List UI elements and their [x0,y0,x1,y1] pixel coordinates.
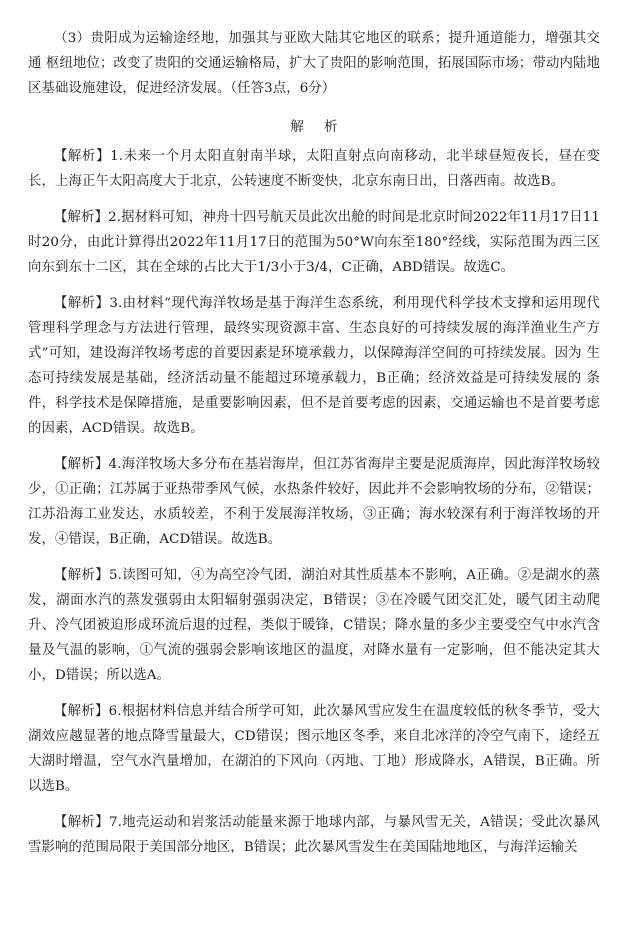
analysis-paragraph-3: 【解析】3.由材料“现代海洋牧场是基于海洋生态系统，利用现代科学技术支撑和运用现代 管理科学理念与方法进行管理，最终实现资源丰富、生态良好的可持续发展的海洋渔业生产方 式”可知，建设海洋牧场考虑的首要因素是环境承载力，以保障海洋空间的可持续发展。因为 生态可持续发展是基础，经济活动量不能超过环境承载力，B正确；经济效益是可持续发展的 条件，科学技术是保障措施，是重要影响因素，但不是首要考虑的因素，交通运输也不是首要考虑的因素，ACD错误。故选B。 [28,296,600,436]
analysis-paragraph-5: 【解析】5.读图可知，④为高空冷气团，湖泊对其性质基本不影响，A正确。②是湖水的蒸 发，湖面水汽的蒸发强弱由太阳辐射强弱决定，B错误；③在冷暖气团交汇处，暖气团主动爬 升、冷气团被迫形成环流后退的过程，类似于暖锋，C错误；降水量的多少主要受空气中水汽含 量及气温的影响，①气流的强弱会影响该地区的温度，对降水量有一定影响，但不能决定其大小，D错误；所以选A。 [28,568,600,683]
section-title: 解析 [290,119,358,135]
answer-paragraph: （3）贵阳成为运输途经地，加强其与亚欧大陆其它地区的联系；提升通道能力，增强其交通 枢纽地位；改变了贵阳的交通运输格局，扩大了贵阳的影响范围，拓展国际市场；带动内陆地区基础设施建设，促进经济发展。（任答3点，6分） [28,31,600,96]
analysis-paragraph-2: 【解析】2.据材料可知，神舟十四号航天员此次出舱的时间是北京时间2022年11月17日11时20分，由此计算得出2022年11月17日的范围为50°W向东至180°经线，实际范围为西三区向东到东十二区，其在全球的占比大于1/3小于3/4，C正确，ABD错误。故选C。 [28,210,600,275]
analysis-paragraph-7: 【解析】7.地壳运动和岩浆活动能量来源于地球内部，与暴风雪无关，A错误；受此次暴风雪影响的范围局限于美国部分地区，B错误；此次暴风雪发生在美国陆地地区，与海洋运输关 [28,815,600,855]
analysis-paragraph-1: 【解析】1.未来一个月太阳直射南半球，太阳直射点向南移动，北半球昼短夜长，昼在变长，上海正午太阳高度大于北京，公转速度不断变快，北京东南日出，日落西南。故选B。 [28,149,600,189]
analysis-paragraph-4: 【解析】4.海洋牧场大多分布在基岩海岸，但江苏省海岸主要是泥质海岸，因此海洋牧场较少，①正确；江苏属于亚热带季风气候，水热条件较好，因此并不会影响牧场的分布，②错误；江苏沿海工业发达，水质较差，不利于发展海洋牧场，③正确；海水较深有利于海洋牧场的开发，④错误，B正确，ACD错误。故选B。 [28,457,600,547]
analysis-paragraph-6: 【解析】6.根据材料信息并结合所学可知，此次暴风雪应发生在温度较低的秋冬季节，受大湖效应越显著的地点降雪量最大，CD错误；图示地区冬季，来自北冰洋的冷空气南下，途经五大湖时增温，空气水汽量增加，在湖泊的下风向（丙地、丁地）形成降水，A错误，B正确。所以选B。 [28,704,600,794]
